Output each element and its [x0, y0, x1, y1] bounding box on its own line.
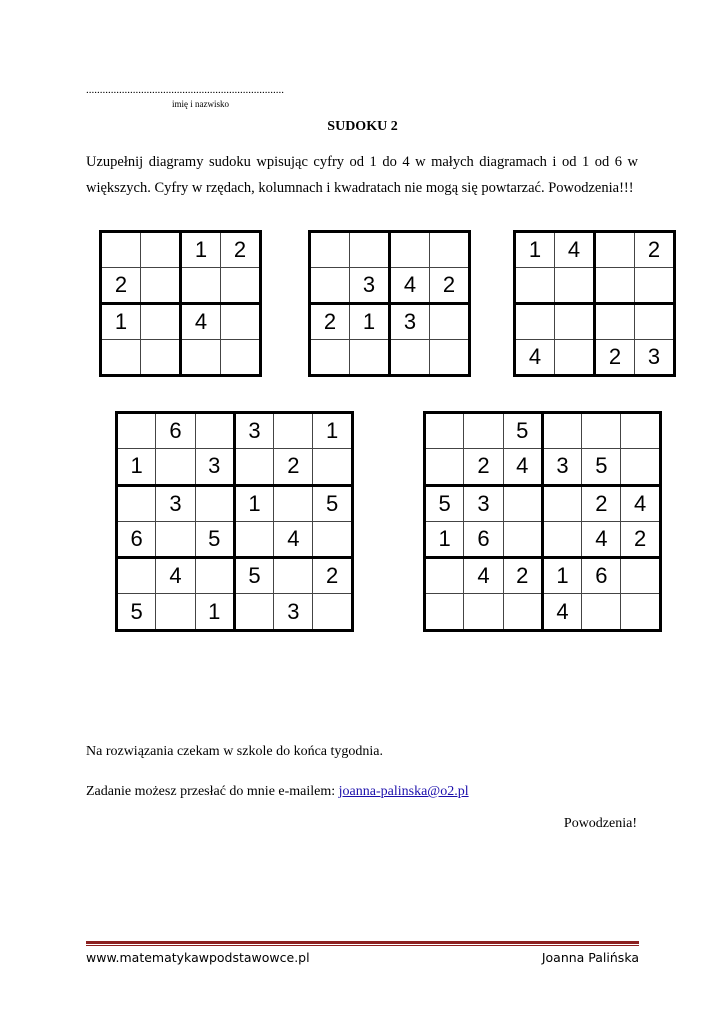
sudoku-cell[interactable]: 4	[464, 558, 503, 594]
sudoku-cell[interactable]: 4	[274, 521, 313, 557]
sudoku-cell[interactable]	[555, 304, 595, 340]
sudoku-cell[interactable]	[221, 304, 261, 340]
sudoku-cell[interactable]	[141, 304, 181, 340]
sudoku-small-2	[308, 230, 471, 377]
name-line: ........................................................................	[86, 84, 284, 96]
email-note	[86, 784, 469, 800]
sudoku-cell[interactable]: 3	[464, 485, 503, 521]
instructions	[86, 149, 638, 201]
sudoku-cell[interactable]: 4	[542, 594, 581, 630]
sudoku-cell[interactable]: 3	[635, 340, 675, 376]
sudoku-cell[interactable]	[141, 340, 181, 376]
sudoku-cell[interactable]: 2	[221, 232, 261, 268]
sudoku-row	[117, 449, 353, 485]
email-link[interactable]: joanna-palinska@o2.pl	[338, 784, 469, 799]
sudoku-cell[interactable]: 3	[542, 449, 581, 485]
deadline-note: Na rozwiązania czekam w szkole do końca tygodnia.	[86, 744, 383, 759]
sudoku-cell[interactable]: 2	[313, 558, 352, 594]
sudoku-row	[117, 485, 353, 521]
sudoku-cell[interactable]: 3	[195, 449, 234, 485]
sudoku-cell[interactable]: 4	[582, 521, 621, 557]
sudoku-cell[interactable]	[582, 594, 621, 630]
sudoku-row	[117, 413, 353, 449]
sudoku-large-1	[115, 411, 354, 632]
sudoku-cell[interactable]: 5	[425, 485, 464, 521]
sudoku-small-3	[513, 230, 676, 377]
sudoku-cell[interactable]	[350, 232, 390, 268]
sudoku-row	[515, 304, 675, 340]
sudoku-row	[117, 521, 353, 557]
sudoku-cell[interactable]	[555, 268, 595, 304]
sudoku-cell[interactable]: 2	[310, 304, 350, 340]
sudoku-cell[interactable]	[542, 413, 581, 449]
sudoku-cell[interactable]: 4	[156, 558, 195, 594]
sudoku-row	[117, 594, 353, 630]
sudoku-cell[interactable]	[430, 340, 470, 376]
website-text: www.matematykawpodstawowce.pl	[86, 950, 310, 965]
sudoku-cell[interactable]	[101, 232, 141, 268]
sudoku-cell[interactable]: 1	[350, 304, 390, 340]
sudoku-cell[interactable]	[595, 232, 635, 268]
sudoku-cell[interactable]: 2	[582, 485, 621, 521]
sudoku-cell[interactable]	[221, 268, 261, 304]
sudoku-cell[interactable]	[117, 485, 156, 521]
sudoku-row	[101, 340, 261, 376]
sudoku-cell[interactable]	[595, 304, 635, 340]
sudoku-cell[interactable]: 5	[503, 413, 542, 449]
sudoku-row	[101, 268, 261, 304]
sudoku-cell[interactable]	[621, 594, 660, 630]
sudoku-cell[interactable]	[503, 485, 542, 521]
sudoku-cell[interactable]	[542, 485, 581, 521]
sudoku-row	[425, 449, 661, 485]
sudoku-cell[interactable]	[542, 521, 581, 557]
author-text: Joanna Palińska	[541, 950, 639, 965]
sudoku-cell[interactable]	[503, 521, 542, 557]
sudoku-cell[interactable]: 1	[195, 594, 234, 630]
sudoku-cell[interactable]: 4	[515, 340, 555, 376]
sudoku-cell[interactable]: 2	[595, 340, 635, 376]
sudoku-cell[interactable]: 3	[274, 594, 313, 630]
sudoku-cell[interactable]	[621, 413, 660, 449]
sudoku-cell[interactable]: 4	[621, 485, 660, 521]
sudoku-cell[interactable]	[582, 413, 621, 449]
sudoku-cell[interactable]	[101, 340, 141, 376]
sudoku-cell[interactable]	[274, 558, 313, 594]
sudoku-cell[interactable]: 1	[117, 449, 156, 485]
sudoku-cell[interactable]	[141, 268, 181, 304]
sudoku-cell[interactable]: 2	[635, 232, 675, 268]
sudoku-cell[interactable]: 5	[195, 521, 234, 557]
sudoku-cell[interactable]: 1	[542, 558, 581, 594]
sudoku-row	[310, 232, 470, 268]
sudoku-cell[interactable]: 4	[390, 268, 430, 304]
sudoku-cell[interactable]: 1	[234, 485, 273, 521]
sudoku-cell[interactable]: 3	[390, 304, 430, 340]
sudoku-cell[interactable]	[181, 268, 221, 304]
sudoku-cell[interactable]	[117, 558, 156, 594]
sudoku-cell[interactable]: 5	[582, 449, 621, 485]
sudoku-row	[515, 340, 675, 376]
sudoku-cell[interactable]: 6	[117, 521, 156, 557]
sudoku-large-2	[423, 411, 662, 632]
sudoku-cell[interactable]	[195, 558, 234, 594]
sudoku-row	[425, 413, 661, 449]
sudoku-cell[interactable]: 2	[101, 268, 141, 304]
sudoku-cell[interactable]	[234, 449, 273, 485]
sudoku-cell[interactable]: 2	[430, 268, 470, 304]
sudoku-cell[interactable]	[621, 449, 660, 485]
closing-text: Powodzenia!	[563, 816, 637, 831]
sudoku-cell[interactable]	[635, 304, 675, 340]
sudoku-cell[interactable]	[425, 449, 464, 485]
sudoku-cell[interactable]: 3	[156, 485, 195, 521]
sudoku-cell[interactable]	[195, 485, 234, 521]
sudoku-row	[515, 232, 675, 268]
sudoku-cell[interactable]	[313, 594, 352, 630]
sudoku-cell[interactable]	[156, 594, 195, 630]
sudoku-cell[interactable]	[595, 268, 635, 304]
sudoku-row	[101, 232, 261, 268]
sudoku-cell[interactable]	[390, 340, 430, 376]
sudoku-cell[interactable]: 5	[313, 485, 352, 521]
sudoku-cell[interactable]: 1	[313, 413, 352, 449]
sudoku-cell[interactable]	[274, 485, 313, 521]
sudoku-cell[interactable]	[464, 413, 503, 449]
sudoku-cell[interactable]: 5	[117, 594, 156, 630]
sudoku-cell[interactable]	[117, 413, 156, 449]
sudoku-cell[interactable]	[425, 594, 464, 630]
sudoku-cell[interactable]	[390, 232, 430, 268]
footer-rule	[86, 941, 639, 944]
sudoku-cell[interactable]	[313, 449, 352, 485]
sudoku-cell[interactable]	[464, 594, 503, 630]
sudoku-cell[interactable]	[221, 340, 261, 376]
sudoku-cell[interactable]	[234, 594, 273, 630]
sudoku-cell[interactable]	[195, 413, 234, 449]
sudoku-row	[117, 558, 353, 594]
sudoku-cell[interactable]: 2	[503, 558, 542, 594]
sudoku-row	[425, 485, 661, 521]
sudoku-cell[interactable]: 4	[555, 232, 595, 268]
sudoku-cell[interactable]: 1	[101, 304, 141, 340]
sudoku-row	[101, 304, 261, 340]
sudoku-row	[515, 268, 675, 304]
sudoku-cell[interactable]: 6	[156, 413, 195, 449]
sudoku-cell[interactable]: 1	[181, 232, 221, 268]
sudoku-cell[interactable]: 3	[234, 413, 273, 449]
sudoku-cell[interactable]	[425, 413, 464, 449]
sudoku-cell[interactable]	[635, 268, 675, 304]
sudoku-cell[interactable]	[310, 340, 350, 376]
sudoku-cell[interactable]: 1	[425, 521, 464, 557]
sudoku-cell[interactable]: 5	[234, 558, 273, 594]
instructions-line-2: większych. Cyfry w rzędach, kolumnach i kwadratach nie mogą się powtarzać. Powodzenia!!!	[86, 180, 634, 196]
sudoku-cell[interactable]	[310, 268, 350, 304]
sudoku-cell[interactable]	[181, 340, 221, 376]
sudoku-row	[425, 521, 661, 557]
footer-rule-thin	[86, 945, 639, 946]
sudoku-cell[interactable]	[234, 521, 273, 557]
sudoku-cell[interactable]: 2	[621, 521, 660, 557]
sudoku-row	[310, 340, 470, 376]
sudoku-cell[interactable]	[621, 558, 660, 594]
sudoku-cell[interactable]	[156, 449, 195, 485]
sudoku-cell[interactable]: 2	[464, 449, 503, 485]
sudoku-cell[interactable]: 4	[503, 449, 542, 485]
sudoku-cell[interactable]	[313, 521, 352, 557]
sudoku-cell[interactable]: 3	[350, 268, 390, 304]
sudoku-cell[interactable]	[310, 232, 350, 268]
sudoku-small-1	[99, 230, 262, 377]
sudoku-cell[interactable]	[350, 340, 390, 376]
sudoku-cell[interactable]	[430, 232, 470, 268]
sudoku-row	[425, 594, 661, 630]
sudoku-cell[interactable]	[425, 558, 464, 594]
sudoku-cell[interactable]	[515, 304, 555, 340]
sudoku-cell[interactable]: 4	[181, 304, 221, 340]
sudoku-cell[interactable]	[555, 340, 595, 376]
sudoku-cell[interactable]	[503, 594, 542, 630]
sudoku-row	[310, 304, 470, 340]
sudoku-cell[interactable]	[274, 413, 313, 449]
sudoku-cell[interactable]	[141, 232, 181, 268]
sudoku-cell[interactable]: 2	[274, 449, 313, 485]
instructions-line-1: Uzupełnij diagramy sudoku wpisując cyfry od 1 do 4 w małych diagramach i od 1 od 6 w	[86, 154, 638, 170]
sudoku-cell[interactable]: 1	[515, 232, 555, 268]
sudoku-cell[interactable]	[515, 268, 555, 304]
sudoku-row	[310, 268, 470, 304]
email-prefix: Zadanie możesz przesłać do mnie e-mailem:	[86, 784, 339, 799]
sudoku-row	[425, 558, 661, 594]
page-title: SUDOKU 2	[327, 119, 398, 134]
sudoku-cell[interactable]	[430, 304, 470, 340]
sudoku-cell[interactable]: 6	[464, 521, 503, 557]
sudoku-cell[interactable]	[156, 521, 195, 557]
name-caption: imię i nazwisko	[172, 99, 229, 109]
sudoku-cell[interactable]: 6	[582, 558, 621, 594]
